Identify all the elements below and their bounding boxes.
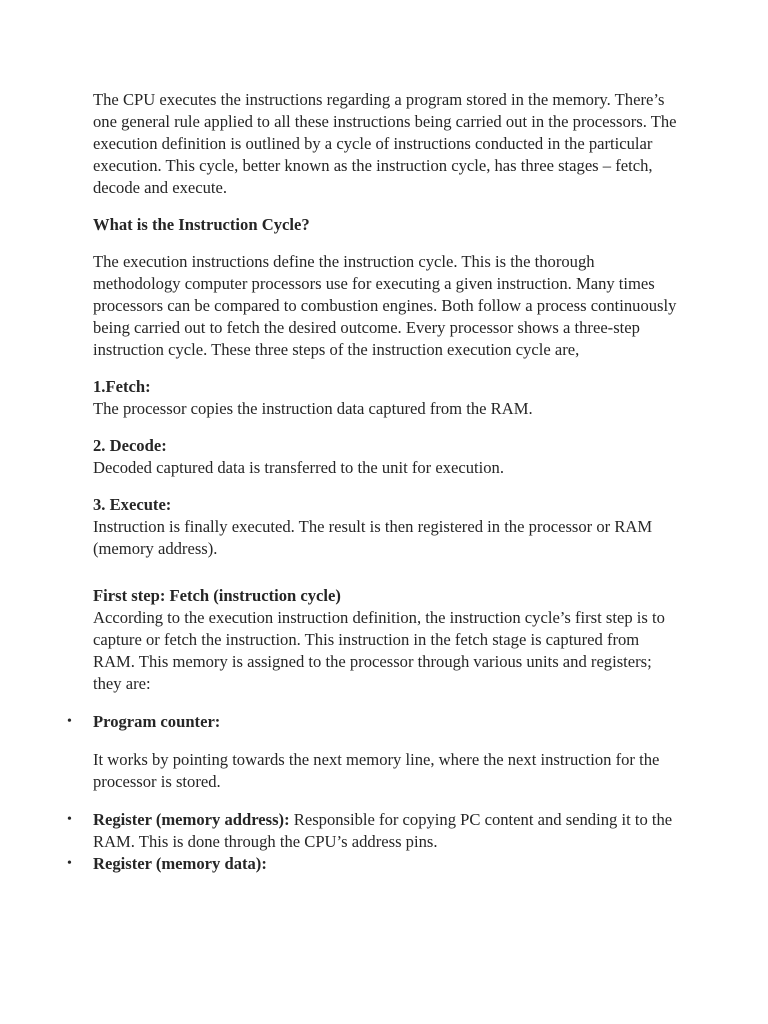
bullet-memory-data-register <box>67 853 683 875</box>
bullet-program-counter <box>67 711 683 733</box>
bullet-dot: • <box>67 856 72 871</box>
document-page <box>67 89 683 875</box>
section-heading-fetch: First step: Fetch (instruction cycle) <box>93 586 341 605</box>
section-heading-instruction-cycle: What is the Instruction Cycle? <box>93 215 310 234</box>
bullet-term: Register (memory data): <box>93 854 267 873</box>
fetch-paragraph: According to the execution instruction definition, the instruction cycle’s first step is to capture or fetch the instruction. This instruction in the fetch stage is captured from RAM. This memory is assigned to the processor through various units and registers; they are: <box>93 608 665 693</box>
program-counter-description: It works by pointing towards the next memory line, where the next instruction for the processor is stored. <box>93 750 660 791</box>
bullet-term: Register (memory address): <box>93 810 290 829</box>
step-fetch-title: 1.Fetch: <box>93 377 151 396</box>
bullet-dot: • <box>67 714 72 729</box>
instruction-cycle-paragraph: The execution instructions define the instruction cycle. This is the thorough methodology computer processors use for executing a given instruction. Many times processors can be compared to combustion engines. Both follow a process continuously being carried out to fetch the desired outcome. Every processor shows a three-step instruction cycle. These three steps of the instruction execution cycle are, <box>93 252 677 359</box>
bullet-memory-address-register <box>67 809 683 853</box>
step-execute-text: Instruction is finally executed. The result is then registered in the processor or RAM (memory address). <box>93 517 653 558</box>
step-execute-title: 3. Execute: <box>93 495 172 514</box>
bullet-dot: • <box>67 812 72 827</box>
bullet-term: Program counter: <box>93 712 221 731</box>
step-fetch-text: The processor copies the instruction data captured from the RAM. <box>93 399 533 418</box>
bullet-description: Responsible for copying PC content and sending it to the RAM. This is done through the CPU’s address pins. <box>93 810 673 851</box>
step-decode-text: Decoded captured data is transferred to the unit for execution. <box>93 458 504 477</box>
intro-paragraph: The CPU executes the instructions regarding a program stored in the memory. There’s one general rule applied to all these instructions being carried out in the processors. The execution definition is outlined by a cycle of instructions conducted in the particular execution. This cycle, better known as the instruction cycle, has three stages – fetch, decode and execute. <box>93 90 677 197</box>
step-decode-title: 2. Decode: <box>93 436 167 455</box>
